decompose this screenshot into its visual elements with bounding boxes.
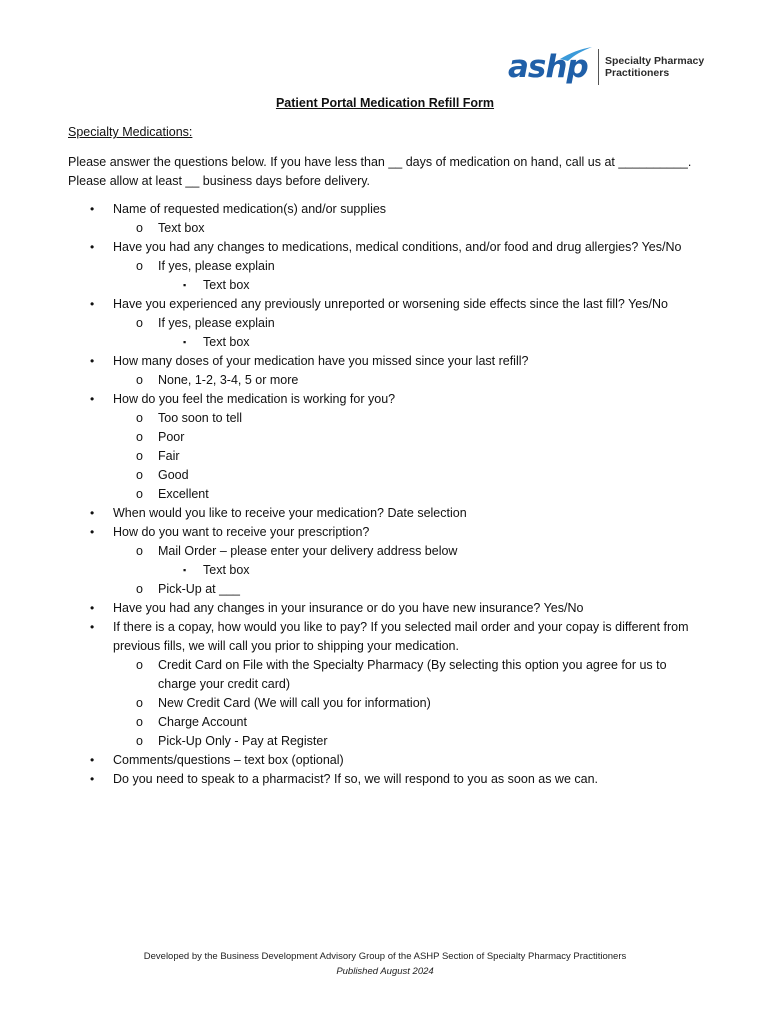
bullet-marker: •: [90, 354, 95, 368]
logo-text: [605, 55, 704, 79]
bullet-marker: o: [136, 487, 143, 501]
bullet-marker: •: [90, 601, 95, 615]
bullet-marker: o: [136, 696, 143, 710]
bullet-marker: o: [136, 715, 143, 729]
item-text: New Credit Card (We will call you for information): [158, 696, 431, 710]
bullet-marker: o: [136, 658, 143, 672]
item-text: Fair: [158, 449, 180, 463]
question-item: [68, 200, 708, 219]
bullet-marker: o: [136, 316, 143, 330]
bullet-marker: o: [136, 544, 143, 558]
item-text: Comments/questions – text box (optional): [113, 753, 344, 767]
sub-item: [68, 219, 708, 238]
item-text: Too soon to tell: [158, 411, 243, 425]
sub-item: [68, 447, 708, 466]
logo-wordmark: ashp: [508, 49, 588, 85]
item-text: Name of requested medication(s) and/or supplies: [113, 202, 387, 216]
ashp-logo: [508, 45, 704, 89]
item-text: Text box: [203, 563, 250, 577]
sub-item: [68, 656, 708, 694]
bullet-marker: •: [90, 753, 95, 767]
item-text: Charge Account: [158, 715, 247, 729]
question-item: [68, 599, 708, 618]
item-text: Good: [158, 468, 189, 482]
bullet-marker: ▪: [183, 280, 187, 290]
item-text: Have you had any changes in your insurance or do you have new insurance? Yes/No: [113, 601, 584, 615]
sub-item: [68, 713, 708, 732]
sub-item: [68, 314, 708, 333]
item-text: How many doses of your medication have you missed since your last refill?: [113, 354, 529, 368]
item-text: Have you experienced any previously unreported or worsening side effects since the last fill? Yes/No: [113, 297, 668, 311]
item-text: How do you want to receive your prescription?: [113, 525, 370, 539]
question-item: [68, 238, 708, 257]
bullet-marker: •: [90, 202, 95, 216]
footer: [0, 949, 770, 979]
sub-item: [68, 580, 708, 599]
ashp-logo-mark: [508, 45, 594, 89]
bullet-marker: •: [90, 392, 95, 406]
question-item: [68, 504, 708, 523]
logo-text-line1: Specialty Pharmacy: [605, 55, 705, 67]
bullet-marker: o: [136, 411, 143, 425]
bullet-marker: o: [136, 430, 143, 444]
question-item: [68, 352, 708, 371]
intro-paragraph: [68, 153, 708, 191]
item-text: Pick-Up at ___: [158, 582, 240, 596]
bullet-marker: •: [90, 620, 95, 634]
question-item: [68, 295, 708, 314]
item-text: Text box: [158, 221, 205, 235]
bullet-marker: o: [136, 373, 143, 387]
question-item: [68, 390, 708, 409]
bullet-marker: •: [90, 506, 95, 520]
intro-line-2: Please allow at least __ business days before delivery.: [68, 174, 371, 188]
sub-sub-item: [68, 561, 708, 580]
sub-sub-item: [68, 276, 708, 295]
item-text: If yes, please explain: [158, 316, 275, 330]
item-text: If yes, please explain: [158, 259, 275, 273]
bullet-marker: ▪: [183, 565, 187, 575]
page-title: Patient Portal Medication Refill Form: [275, 96, 495, 110]
sub-item: [68, 428, 708, 447]
item-text: Mail Order – please enter your delivery address below: [158, 544, 458, 558]
question-list: [68, 200, 708, 789]
bullet-marker: •: [90, 525, 95, 539]
sub-item: [68, 485, 708, 504]
bullet-marker: o: [136, 449, 143, 463]
bullet-marker: o: [136, 734, 143, 748]
item-text: If there is a copay, how would you like to pay? If you selected mail order and your copay is different from previous fills, we will call you prior to shipping your medication.: [113, 620, 689, 653]
item-text: How do you feel the medication is working for you?: [113, 392, 396, 406]
item-text: Have you had any changes to medications, medical conditions, and/or food and drug allergies? Yes/No: [113, 240, 682, 254]
sub-sub-item: [68, 333, 708, 352]
question-item: [68, 618, 708, 656]
bullet-marker: o: [136, 582, 143, 596]
bullet-marker: •: [90, 772, 95, 786]
bullet-marker: •: [90, 240, 95, 254]
bullet-marker: ▪: [183, 337, 187, 347]
footer-credit: Developed by the Business Development Advisory Group of the ASHP Section of Specialty Pharmacy Practitioners: [143, 951, 627, 962]
item-text: Credit Card on File with the Specialty Pharmacy (By selecting this option you agree for us to charge your credit card): [158, 658, 667, 691]
item-text: Poor: [158, 430, 185, 444]
intro-line-1: Please answer the questions below. If you have less than __ days of medication on hand, call us at __________.: [68, 155, 692, 169]
item-text: Text box: [203, 335, 250, 349]
logo-divider: [598, 49, 599, 85]
sub-item: [68, 371, 708, 390]
item-text: Pick-Up Only - Pay at Register: [158, 734, 328, 748]
sub-item: [68, 257, 708, 276]
bullet-marker: o: [136, 221, 143, 235]
item-text: When would you like to receive your medication? Date selection: [113, 506, 467, 520]
bullet-marker: o: [136, 468, 143, 482]
question-item: [68, 523, 708, 542]
sub-item: [68, 732, 708, 751]
sub-item: [68, 694, 708, 713]
item-text: Text box: [203, 278, 250, 292]
question-item: [68, 751, 708, 770]
sub-item: [68, 466, 708, 485]
bullet-marker: o: [136, 259, 143, 273]
item-text: Excellent: [158, 487, 209, 501]
item-text: None, 1-2, 3-4, 5 or more: [158, 373, 299, 387]
logo-text-line2: Practitioners: [605, 67, 670, 79]
item-text: Do you need to speak to a pharmacist? If so, we will respond to you as soon as we can.: [113, 772, 598, 786]
question-item: [68, 770, 708, 789]
bullet-marker: •: [90, 297, 95, 311]
sub-item: [68, 409, 708, 428]
footer-published: Published August 2024: [336, 966, 434, 977]
sub-item: [68, 542, 708, 561]
section-heading: Specialty Medications:: [68, 125, 193, 139]
